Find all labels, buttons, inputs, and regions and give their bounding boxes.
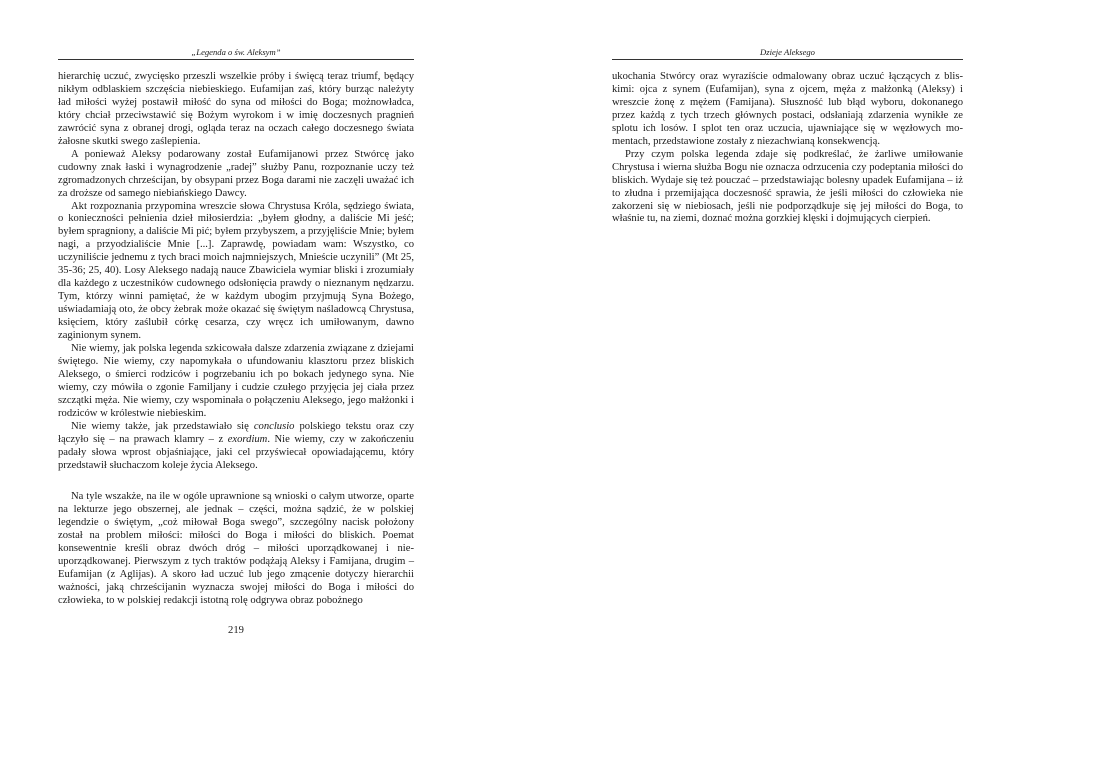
right-paragraph-1: ukochania Stwórcy oraz wyrazíście odmalowany obraz uczuć łączących z bliskimi: ojca z synem (Eufamijan), syna z ojcem, męża z małżonką (Aleksy) i wreszcie żonę z mężem (Famijana). Słuszność lub błąd wyboru, dokonanego przez każdą z tych trzech głównych postaci, odsłaniają zdarzenia wynikłe ze splotu ich losów. I splot ten oraz uczucia, ujawniające się w węzłowych momentach, przedstawione zostały z niezachwianą konsekwencją.: [612, 71, 963, 147]
exordium-term: exordium: [227, 433, 268, 445]
right-page: [612, 0, 963, 777]
left-paragraph-4: Nie wiemy, jak polska legenda szkicowała dalsze zdarzenia związane z dziejami świętego. Nie wiemy, czy napomykała o ufundowaniu klasztoru przez bliskich Aleksego, o śmierci rodziców i pogrzebaniu ich po bokach jedynego syna. Nie wiemy, czy mówiła o zgonie Familjany i cudzie czułego przyjęcia jej ciała przez szczątki męża. Nie wiemy, czy wspominała o połączeniu Aleksego, jego małżonki i rodziców w królestwie niebieskim.: [58, 343, 414, 419]
right-paragraph-2: Przy czym polska legenda zdaje się podkreślać, że żarliwe umiłowanie Chrystusa i wierna służba Bogu nie oznacza odrzucenia czy podeptania miłości do bliskich. Wydaje się też pouczać – przedstawiając bolesny upadek Eufamijana – iż to złudna i przemijająca doczesność sprawia, że jeśli miłości do człowieka nie zakorzeni się w niebiosach, jeśli nie podporządkuje się jej miłości do Boga, to właśnie tu, na ziemi, doznać można gorzkiej klęski i dojmujących cierpień.: [612, 148, 963, 225]
left-paragraph-5: [58, 421, 414, 473]
right-body: [612, 71, 963, 226]
left-body-top: [58, 71, 414, 473]
left-paragraph-6: Na tyle wszakże, na ile w ogóle uprawnione są wnioski o całym utworze, oparte na lekturze jego obszernej, ale jednak – części, można sądzić, że w polskiej legendzie o świętym, „coż miłował Boga swego”, szczególny nacisk położony został na problem miłości: miłości do Boga i miłości do bliskich. Poemat konsewentnie kreśli obraz dwóch dróg – miłości uporządkowanej i nieuporządkowanej. Pierwszym z tych traktów podążają Aleksy i Famijana, drugim – Eufamijan (z Aglijas). A skoro ład uczuć lub jego zmącenie dotyczy hierarchii ważności, jaką chrześcijanin wyznacza swojej miłości do Boga i miłości do człowieka, to w polskiej redakcji istotną rolę odgrywa obraz pobożnego: [58, 491, 414, 606]
left-body-bottom: [58, 491, 414, 608]
right-header-rule: [612, 59, 963, 60]
page-number: 219: [228, 625, 244, 636]
left-page: [58, 0, 414, 777]
conclusio-text-2: polskiego tekstu oraz czy łączyło się – na prawach klamry – z: [58, 420, 414, 445]
left-paragraph-1: hierarchię uczuć, zwycięsko przeszli wszelkie próby i święcą teraz triumf, będący nikłym odblaskiem szczęścia niebieskiego. Eufamijan zaś, który burząc należyty ład miłości wyżej postawił miłość do syna od miłości do Boga; możnowładca, który chciał przeciwstawić się Bożym wyrokom i w imię doczesnych pragnień zawrócić syna z obranej drogi, ogląda teraz na oczach całego doczesnego świata żałosne skutki swego zaślepienia.: [58, 71, 414, 147]
right-running-head: Dzieje Aleksego: [760, 47, 815, 57]
conclusio-term: conclusio: [253, 420, 295, 432]
left-running-head: „Legenda o św. Aleksym”: [191, 47, 281, 57]
conclusio-text-3: . Nie wiemy, czy w zakończeniu padały słowa wprost objaśniające, jaki cel przyświecał opowiadającemu, który przedstawił słuchaczom koleje życia Aleksego.: [58, 433, 414, 471]
left-paragraph-3: Akt rozpoznania przypomina wreszcie słowa Chrystusa Króla, sędziego świata, o konieczności pełnienia dzieł miłosierdzia: „byłem głodny, a daliście Mi jeść; byłem spragniony, a daliście Mi pić; byłem przybyszem, a przyjęliście Mnie; byłem nagi, a przyodzialiście Mnie [...]. Zaprawdę, powiadam wam: Wszystko, co uczyniliście jednemu z tych braci moich najmniejszych, Mnieście uczynili” (Mt 25, 35-36; 25, 40). Losy Aleksego nadają nauce Zbawiciela wymiar bliski i zrozumiały dla każdego z uczestników cudownego odsłonięcia prawdy o nieznanym nędzarzu. Tym, którzy winni pamiętać, że w każdym ubogim przyjmują Syna Bożego, uświadamiają oto, że obcy żebrak może okazać się świętym naśladowcą Chrystusa, księciem, który zaślubił córkę cesarza, czy wręcz ich umiłowanym, dawno zaginionym synem.: [58, 200, 414, 342]
left-header-rule: [58, 59, 414, 60]
left-paragraph-2: A ponieważ Aleksy podarowany został Eufamijanowi przez Stwórcę jako cudowny znak łaski i wynagrodzenie „radej” służby Panu, rozpoznanie uczy też zgromadzonych chrześcijan, by obsypani przez Boga darami nie zaczęli uważać ich za droższe od samego niebiańskiego Dawcy.: [58, 148, 414, 199]
conclusio-text-1: Nie wiemy także, jak przedstawiało się: [71, 420, 254, 432]
